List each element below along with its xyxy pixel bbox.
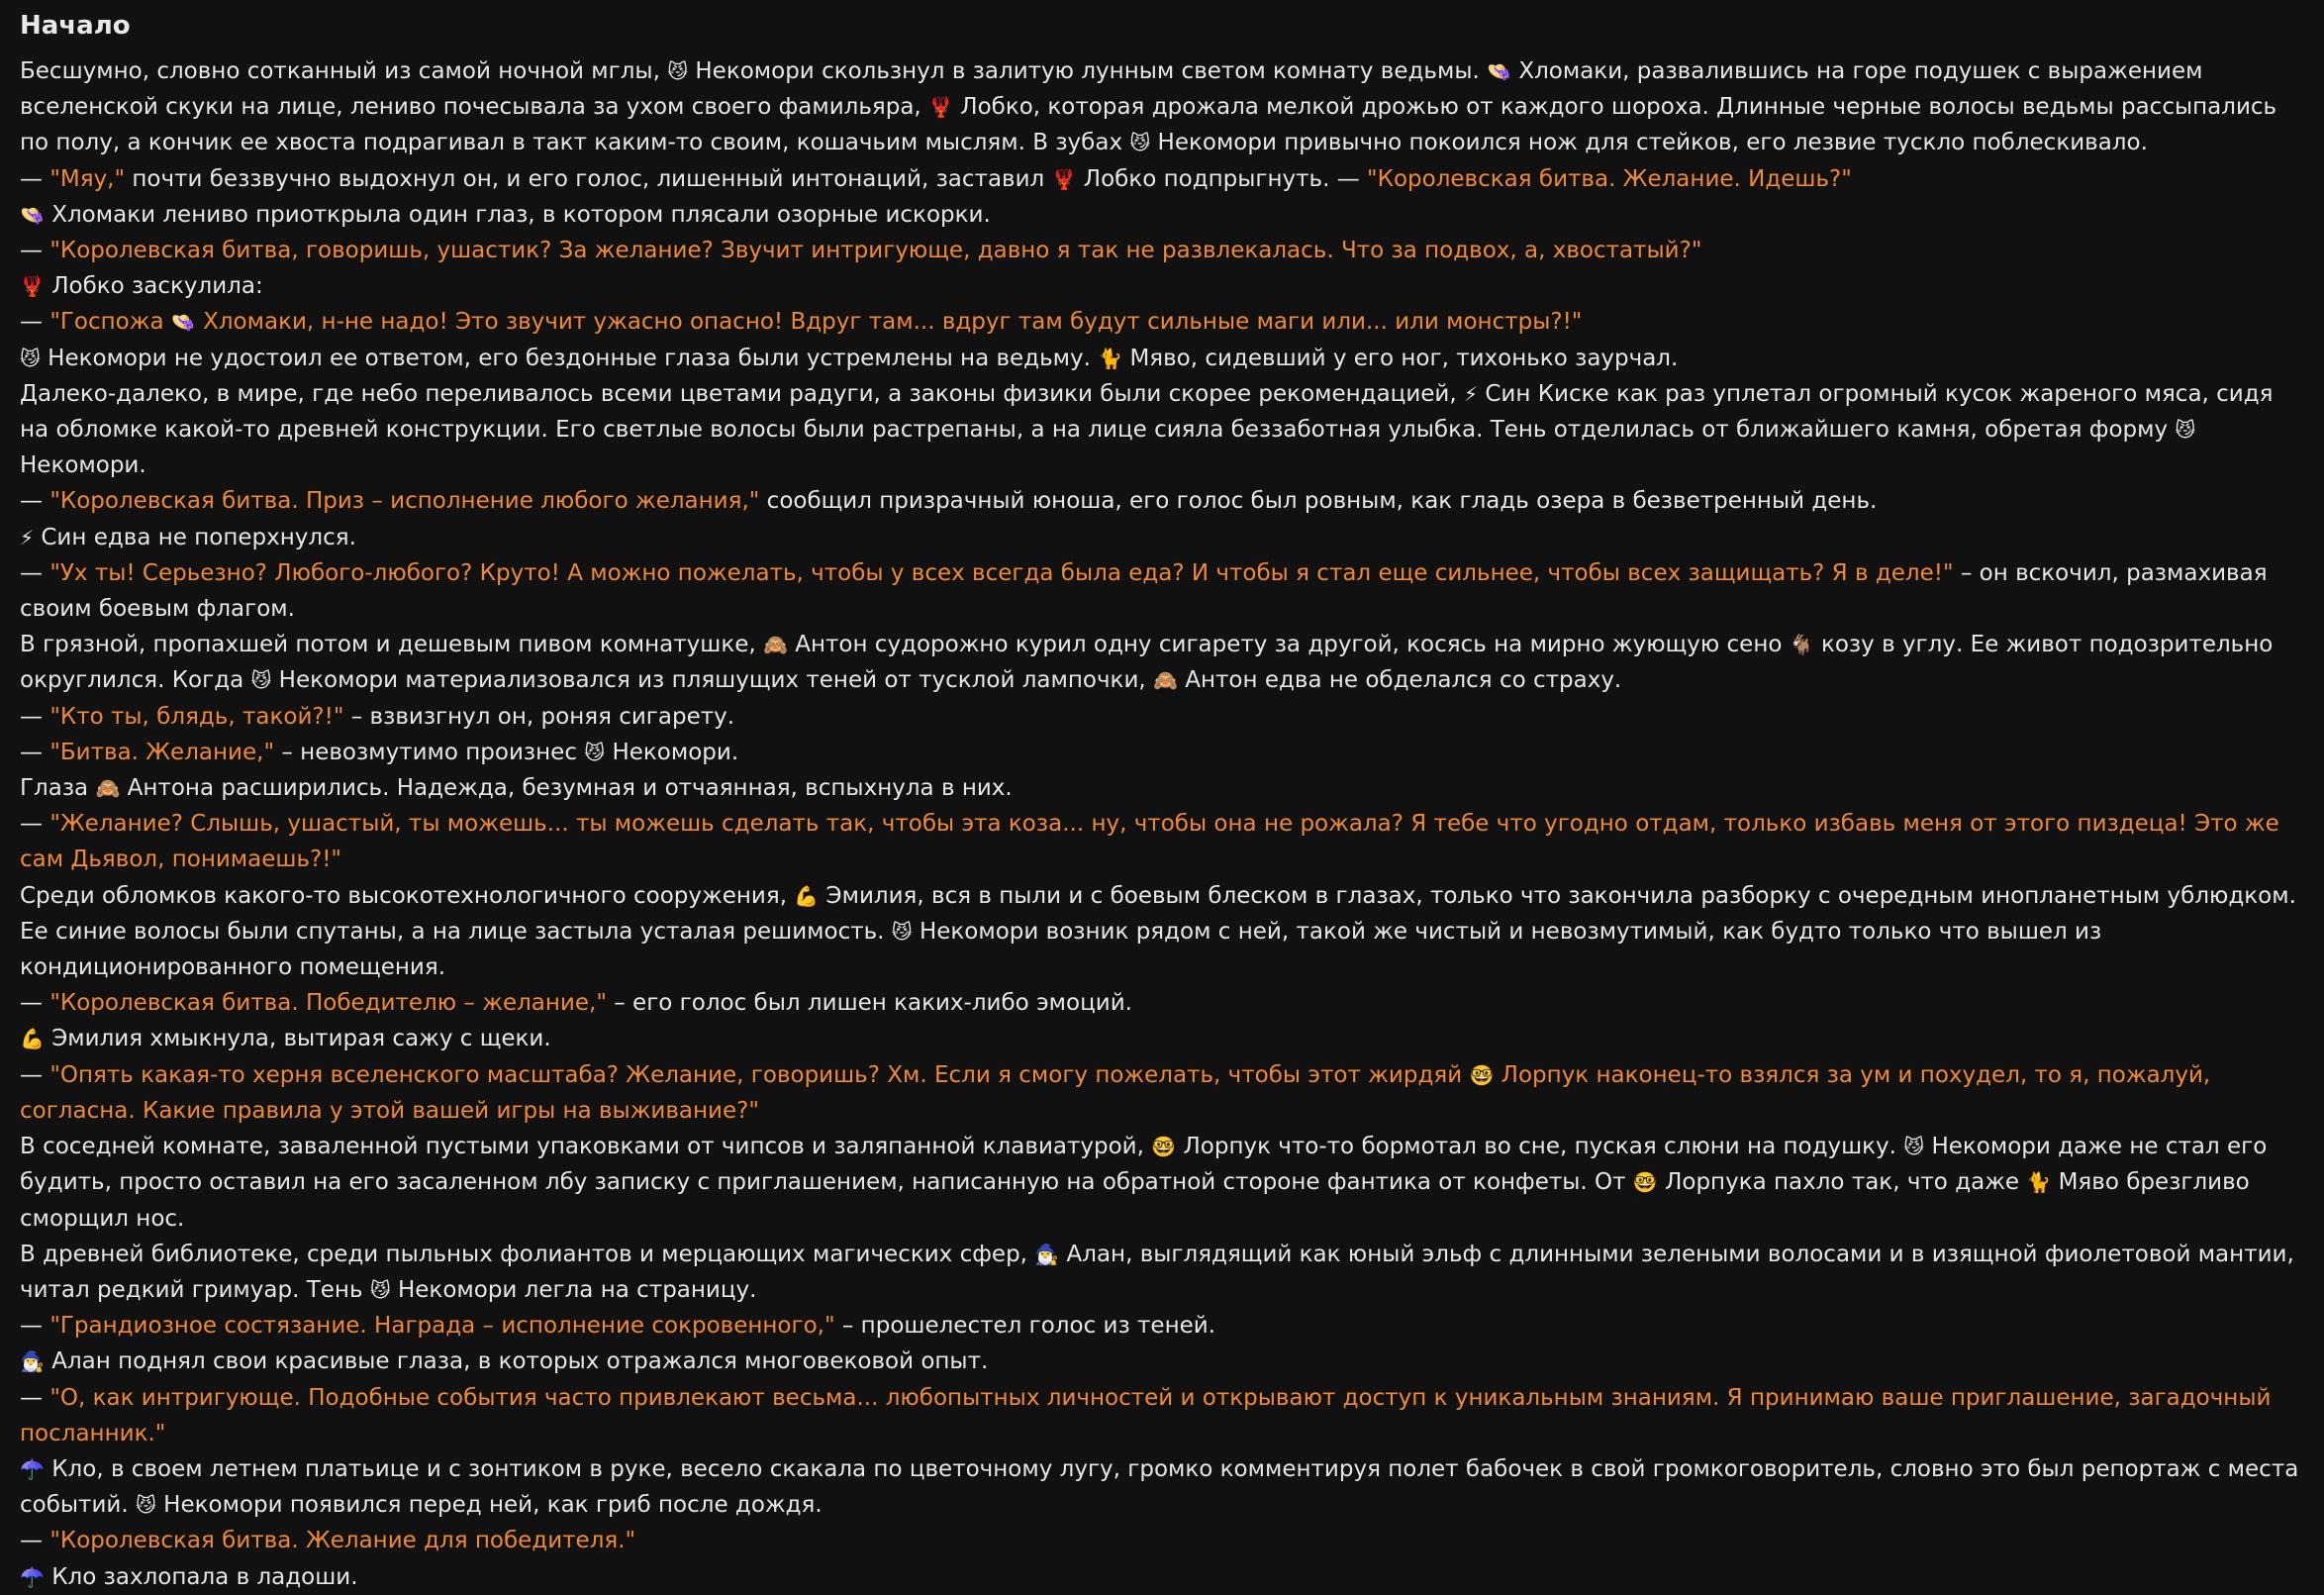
narration-text: сообщил призрачный юноша, его голос был ровным, как гладь озера в безветренный день. bbox=[759, 488, 1878, 515]
dialogue-quote: Лорпук наконец-то взялся за ум и похудел, то я, пожалуй, согласна. Какие правила у этой вашей игры на выживание?" bbox=[20, 1061, 2211, 1124]
story-paragraph bbox=[20, 341, 2308, 376]
narration-text: Бесшумно, словно сотканный из самой ночной мглы, bbox=[20, 58, 668, 84]
dialogue-quote: "Ух ты! Серьезно? Любого-любого? Круто! А можно пожелать, чтобы у всех всегда была еда? И чтобы я стал еще сильнее, чтобы всех защищать? Я в деле!" bbox=[49, 559, 1954, 586]
narration-text: – невозмутимо произнес bbox=[274, 739, 585, 765]
character-emoji-icon: 🐈 bbox=[1098, 346, 1123, 370]
story-paragraph bbox=[20, 1021, 2308, 1056]
narration-text: Некомори не удостоил ее ответом, его бездонные глаза были устремлены на ведьму. bbox=[40, 345, 1099, 371]
story-paragraph bbox=[20, 878, 2308, 986]
story-paragraph bbox=[20, 1308, 2308, 1344]
narration-text: Алан, выглядящий как юный эльф с длинными зелеными волосами и в изящной фиолетовой мантии, читал редкий гримуар. Тень bbox=[20, 1241, 2294, 1303]
narration-text: Эмилия, вся в пыли и с боевым блеском в глазах, только что закончила разборку с очередным инопланетным ублюдком. Ее синие волосы были спутаны, а на лице застыла усталая решимость. bbox=[20, 882, 2296, 945]
narration-text: Хломаки лениво приоткрыла один глаз, в котором плясали озорные искорки. bbox=[44, 201, 991, 228]
character-emoji-icon: 🧙‍♂️ bbox=[1034, 1242, 1060, 1266]
character-emoji-icon: 🤓 bbox=[1469, 1062, 1495, 1087]
character-emoji-icon: 😼 bbox=[250, 668, 272, 693]
narration-text: Хломаки, развалившись на горе подушек с выражением вселенской скуки на лице, лениво почесывала за ухом своего фамильяра, bbox=[20, 58, 2203, 121]
narration-text: Некомори. bbox=[605, 739, 739, 765]
character-emoji-icon: 🤓 bbox=[1151, 1135, 1177, 1159]
character-emoji-icon: 🧙‍♂️ bbox=[20, 1349, 45, 1374]
character-emoji-icon: 👒 bbox=[170, 310, 196, 335]
character-emoji-icon: ⚡ bbox=[1464, 381, 1479, 406]
dialogue-quote: "Королевская битва, говоришь, ушастик? За желание? Звучит интригующе, давно я так не развлекалась. Что за подвох, а, хвостатый?" bbox=[49, 238, 1702, 264]
narration-text: Некомори привычно покоился нож для стейков, его лезвие тускло поблескивало. bbox=[1150, 130, 2148, 156]
dialogue-quote: "Королевская битва. Победителю – желание," bbox=[49, 990, 607, 1017]
dialogue-quote: "Королевская битва. Приз – исполнение любого желания," bbox=[49, 488, 760, 515]
narration-text: – прошелестел голос из теней. bbox=[834, 1313, 1216, 1340]
character-emoji-icon: 😼 bbox=[135, 1493, 156, 1518]
narration-text: – он вскочил, размахивая своим боевым флагом. bbox=[20, 559, 2268, 623]
narration-text: Лобко подпрыгнуть. — bbox=[1076, 165, 1368, 192]
narration-text: — bbox=[20, 703, 50, 730]
character-emoji-icon: 😼 bbox=[1129, 131, 1151, 155]
narration-text: — bbox=[20, 1313, 50, 1340]
story-paragraph bbox=[20, 161, 2308, 197]
dialogue-quote: "О, как интригующе. Подобные события часто привлекают весьма... любопытных личностей и открывают доступ к уникальным знаниям. Я принимаю ваше приглашение, загадочный посланник." bbox=[20, 1384, 2272, 1446]
narration-text: Некомори легла на страницу. bbox=[390, 1276, 757, 1303]
story-paragraph bbox=[20, 1380, 2308, 1451]
character-emoji-icon: 🤓 bbox=[1632, 1170, 1658, 1195]
character-emoji-icon: 🙈 bbox=[763, 633, 788, 657]
narration-text: Лобко заскулила: bbox=[44, 273, 263, 300]
narration-text: — bbox=[20, 1528, 50, 1554]
story-paragraph bbox=[20, 520, 2308, 555]
character-emoji-icon: 😼 bbox=[891, 919, 913, 944]
narration-text: почти беззвучно выдохнул он, и его голос, лишенный интонаций, заставил bbox=[125, 165, 1052, 192]
page-title: Начало bbox=[20, 11, 131, 41]
dialogue-quote: "Мяу," bbox=[49, 165, 126, 192]
narration-text: — bbox=[20, 811, 50, 838]
dialogue-quote: "Кто ты, блядь, такой?!" bbox=[49, 703, 344, 730]
narration-text: — bbox=[20, 559, 50, 586]
narration-text: — bbox=[20, 1384, 50, 1411]
narration-text: – взвизгнул он, роняя сигарету. bbox=[343, 703, 735, 730]
narration-text: Эмилия хмыкнула, вытирая сажу с щеки. bbox=[44, 1026, 551, 1052]
narration-text: Син едва не поперхнулся. bbox=[34, 524, 356, 550]
story-paragraph bbox=[20, 1451, 2308, 1523]
story-paragraph bbox=[20, 304, 2308, 340]
narration-text: Лорпук что-то бормотал во сне, пуская слюни на подушку. bbox=[1176, 1134, 1904, 1160]
narration-text: Некомори. bbox=[20, 452, 146, 479]
narration-text: Некомори появился перед ней, как гриб после дождя. bbox=[155, 1492, 823, 1519]
character-emoji-icon: 😼 bbox=[369, 1277, 391, 1302]
character-emoji-icon: ☂️ bbox=[20, 1564, 45, 1589]
narration-text: Мяво, сидевший у его ног, тихонько заурчал. bbox=[1122, 345, 1679, 371]
character-emoji-icon: ⚡ bbox=[20, 525, 35, 549]
narration-text: – его голос был лишен каких-либо эмоций. bbox=[606, 990, 1132, 1017]
narration-text: Кло, в своем летнем платьице и с зонтиком в руке, весело скакала по цветочному лугу, громко комментируя полет бабочек в свой громкоговоритель, словно это был репортаж с места событий. bbox=[20, 1455, 2299, 1519]
story-paragraph bbox=[20, 1559, 2308, 1595]
story-paragraph bbox=[20, 1344, 2308, 1379]
narration-text: Глаза bbox=[20, 775, 96, 802]
narration-text: — bbox=[20, 990, 50, 1017]
dialogue-quote: "Желание? Слышь, ушастый, ты можешь... ты можешь сделать так, чтобы эта коза... ну, чтобы она не рожала? Я тебе что угодно отдам, только избавь меня от этого пиздеца! Это же сам Дьявол, понимаешь?!" bbox=[20, 811, 2279, 873]
story-paragraph bbox=[20, 770, 2308, 806]
narration-text: Некомори материализовался из пляшущих теней от тусклой лампочки, bbox=[271, 667, 1154, 694]
story-paragraph bbox=[20, 1057, 2308, 1129]
character-emoji-icon: 🦞 bbox=[20, 274, 45, 299]
narration-text: — bbox=[20, 309, 50, 336]
narration-text: Мяво брезгливо сморщил нос. bbox=[20, 1169, 2250, 1232]
narration-text: В грязной, пропахшей потом и дешевым пивом комнатушке, bbox=[20, 632, 763, 658]
story-paragraph bbox=[20, 483, 2308, 519]
character-emoji-icon: 🦞 bbox=[928, 95, 953, 120]
narration-text: Антона расширились. Надежда, безумная и отчаянная, вспыхнула в них. bbox=[120, 775, 1013, 802]
story-paragraph bbox=[20, 806, 2308, 877]
narration-text: — bbox=[20, 1061, 50, 1088]
narration-text: Син Киске как раз уплетал огромный кусок жареного мяса, сидя на обломке какой-то древней конструкции. Его светлые волосы были растрепаны, а на лице сияла беззаботная улыбка. Тень отделилась от ближайшего камня, обретая форму bbox=[20, 380, 2274, 444]
dialogue-quote: "Опять какая-то херня вселенского масштаба? Желание, говоришь? Хм. Если я смогу пожелать, чтобы этот жирдяй bbox=[49, 1061, 1470, 1088]
narration-text: В древней библиотеке, среди пыльных фолиантов и мерцающих магических сфер, bbox=[20, 1241, 1035, 1267]
narration-text: Некомори даже не стал его будить, просто оставил на его засаленном лбу записку с приглашением, написанную на обратной стороне фантика от конфеты. От bbox=[20, 1134, 2268, 1196]
character-emoji-icon: 🙈 bbox=[1153, 668, 1178, 693]
story-paragraph bbox=[20, 53, 2308, 161]
story-paragraph bbox=[20, 627, 2308, 698]
narration-text: Среди обломков какого-то высокотехнологичного сооружения, bbox=[20, 882, 795, 909]
narration-text: — bbox=[20, 739, 50, 765]
character-emoji-icon: ☂️ bbox=[20, 1456, 45, 1481]
narration-text: — bbox=[20, 165, 50, 192]
character-emoji-icon: 🙈 bbox=[95, 776, 121, 801]
character-emoji-icon: 😼 bbox=[1903, 1135, 1925, 1159]
story-paragraph bbox=[20, 376, 2308, 484]
story-paragraph bbox=[20, 1237, 2308, 1308]
character-emoji-icon: 😼 bbox=[20, 346, 41, 370]
narration-text: — bbox=[20, 488, 50, 515]
narration-text: Некомори скользнул в залитую лунным светом комнату ведьмы. bbox=[688, 58, 1488, 84]
story-paragraph bbox=[20, 268, 2308, 304]
character-emoji-icon: 🦞 bbox=[1051, 166, 1077, 191]
story-paragraph bbox=[20, 555, 2308, 627]
character-emoji-icon: 💪 bbox=[794, 883, 820, 908]
dialogue-quote: "Госпожа bbox=[49, 309, 171, 336]
story-paragraph bbox=[20, 699, 2308, 735]
narration-text: Лорпука пахло так, что даже bbox=[1657, 1169, 2027, 1196]
dialogue-quote: "Битва. Желание," bbox=[49, 739, 275, 765]
narration-text: козу в углу. Ее живот подозрительно округлился. Когда bbox=[20, 632, 2274, 694]
character-emoji-icon: 😼 bbox=[2175, 418, 2196, 443]
character-emoji-icon: 👒 bbox=[1487, 59, 1512, 83]
character-emoji-icon: 👒 bbox=[20, 202, 45, 227]
narration-text: Некомори возник рядом с ней, такой же чистый и невозмутимый, как будто только что вышел из кондиционированного помещения. bbox=[20, 918, 2102, 981]
story-paragraph bbox=[20, 985, 2308, 1021]
dialogue-quote: "Королевская битва. Желание для победителя." bbox=[49, 1528, 636, 1554]
story-paragraph bbox=[20, 233, 2308, 268]
character-emoji-icon: 🐐 bbox=[1789, 633, 1814, 657]
story-text bbox=[20, 53, 2308, 1595]
character-emoji-icon: 😼 bbox=[584, 740, 606, 764]
character-emoji-icon: 😼 bbox=[667, 59, 689, 83]
narration-text: Антон судорожно курил одну сигарету за другой, косясь на мирно жующую сено bbox=[787, 632, 1790, 658]
narration-text: Алан поднял свои красивые глаза, в которых отражался многовековой опыт. bbox=[44, 1348, 989, 1375]
story-paragraph bbox=[20, 1523, 2308, 1558]
story-paragraph bbox=[20, 1129, 2308, 1237]
dialogue-quote: "Королевская битва. Желание. Идешь?" bbox=[1367, 165, 1852, 192]
story-paragraph bbox=[20, 197, 2308, 233]
dialogue-quote: "Грандиозное состязание. Награда – исполнение сокровенного," bbox=[49, 1313, 835, 1340]
dialogue-quote: Хломаки, н-не надо! Это звучит ужасно опасно! Вдруг там... вдруг там будут сильные маги или... или монстры?!" bbox=[195, 309, 1583, 336]
narration-text: Лобко, которая дрожала мелкой дрожью от каждого шороха. Длинные черные волосы ведьмы рассыпались по полу, а кончик ее хвоста подрагивал в такт каким-то своим, кошачьим мыслям. В зубах bbox=[20, 94, 2277, 156]
narration-text: — bbox=[20, 238, 50, 264]
narration-text: В соседней комнате, заваленной пустыми упаковками от чипсов и заляпанной клавиатурой, bbox=[20, 1134, 1152, 1160]
narration-text: Кло захлопала в ладоши. bbox=[44, 1563, 358, 1590]
character-emoji-icon: 💪 bbox=[20, 1027, 45, 1051]
narration-text: Антон едва не обделался со страху. bbox=[1177, 667, 1622, 694]
narration-text: Далеко-далеко, в мире, где небо переливалось всеми цветами радуги, а законы физики были скорее рекомендацией, bbox=[20, 380, 1464, 407]
character-emoji-icon: 🐈 bbox=[2026, 1170, 2052, 1195]
story-paragraph bbox=[20, 735, 2308, 770]
